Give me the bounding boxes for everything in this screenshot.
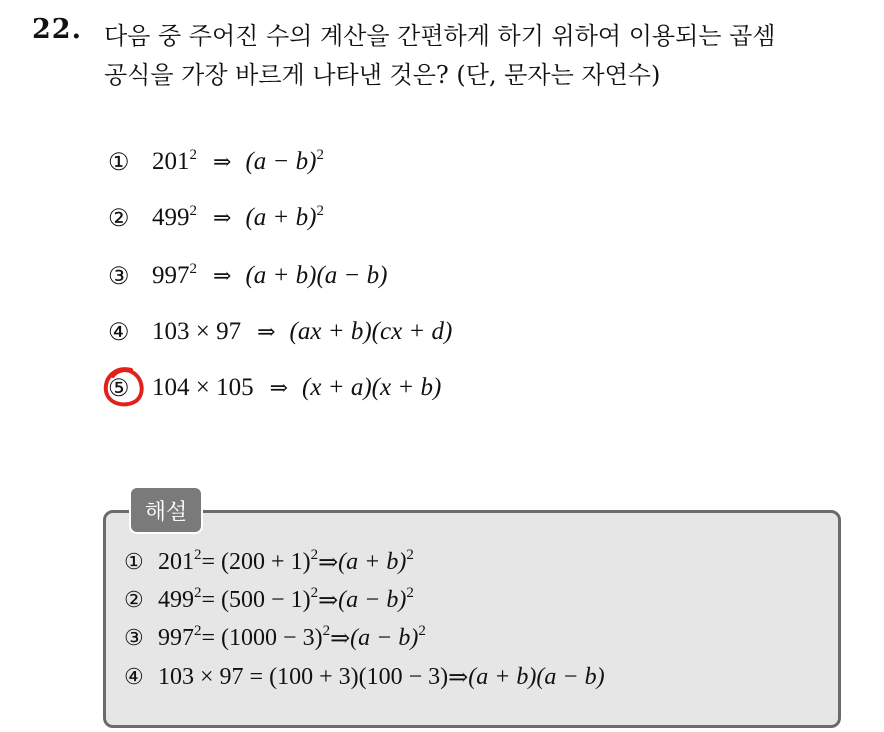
choice-1[interactable] <box>108 144 324 180</box>
explanation-line-1: ① $201^2$ = $(200 + 1)^2$ ⇒ $(a + b)^2$ <box>124 546 414 576</box>
explanation-line-2: ② $499^2$ = $(500 - 1)^2$ ⇒ $(a - b)^2$ <box>124 584 414 614</box>
choice-number: ⑤ <box>108 375 130 402</box>
choice-formula: (a + b)(a − b) <box>245 262 388 289</box>
choice-3[interactable] <box>108 258 387 294</box>
explanation-label: 해설 <box>129 486 203 534</box>
explanation-line-3: ③ $997^2$ = $(1000 - 3)^2$ ⇒ $(a - b)^2$ <box>124 622 426 652</box>
choice-formula: $(a - b)^2$ <box>245 147 324 175</box>
choice-2[interactable] <box>108 200 324 236</box>
choice-expression: 104 × 105 <box>152 374 254 401</box>
implies-arrow: ⇒ <box>257 319 276 344</box>
explanation-line-4: ④ 103 × 97 = (100 + 3)(100 − 3) ⇒ (a + b)(a − b) <box>124 663 605 691</box>
choice-expression: $201^2$ <box>152 147 197 175</box>
implies-arrow: ⇒ <box>269 375 289 400</box>
question-text-line-2: 공식을 가장 바르게 나타낸 것은? (단, 문자는 자연수) <box>104 61 661 89</box>
choice-number: ④ <box>108 319 130 346</box>
choice-expression: 103 × 97 <box>152 318 242 345</box>
choice-formula: (ax + b)(cx + d) <box>289 318 453 345</box>
implies-arrow: ⇒ <box>213 263 232 288</box>
implies-arrow: ⇒ <box>213 149 232 174</box>
question-number: 22. <box>32 14 82 45</box>
choice-number: ① <box>108 149 130 176</box>
choice-4[interactable] <box>108 314 452 350</box>
explanation-box <box>103 510 841 728</box>
choice-number: ③ <box>108 263 130 290</box>
choice-5[interactable] <box>108 370 441 406</box>
answer-circle-mark <box>101 364 147 410</box>
choice-expression: $997^2$ <box>152 261 197 289</box>
choice-formula: (x + a)(x + b) <box>302 374 442 401</box>
choice-formula: $(a + b)^2$ <box>245 203 324 231</box>
choice-number: ② <box>108 205 130 232</box>
question-text-line-1: 다음 중 주어진 수의 계산을 간편하게 하기 위하여 이용되는 곱셈 <box>104 22 776 50</box>
choice-expression: $499^2$ <box>152 203 197 231</box>
implies-arrow: ⇒ <box>213 205 232 230</box>
